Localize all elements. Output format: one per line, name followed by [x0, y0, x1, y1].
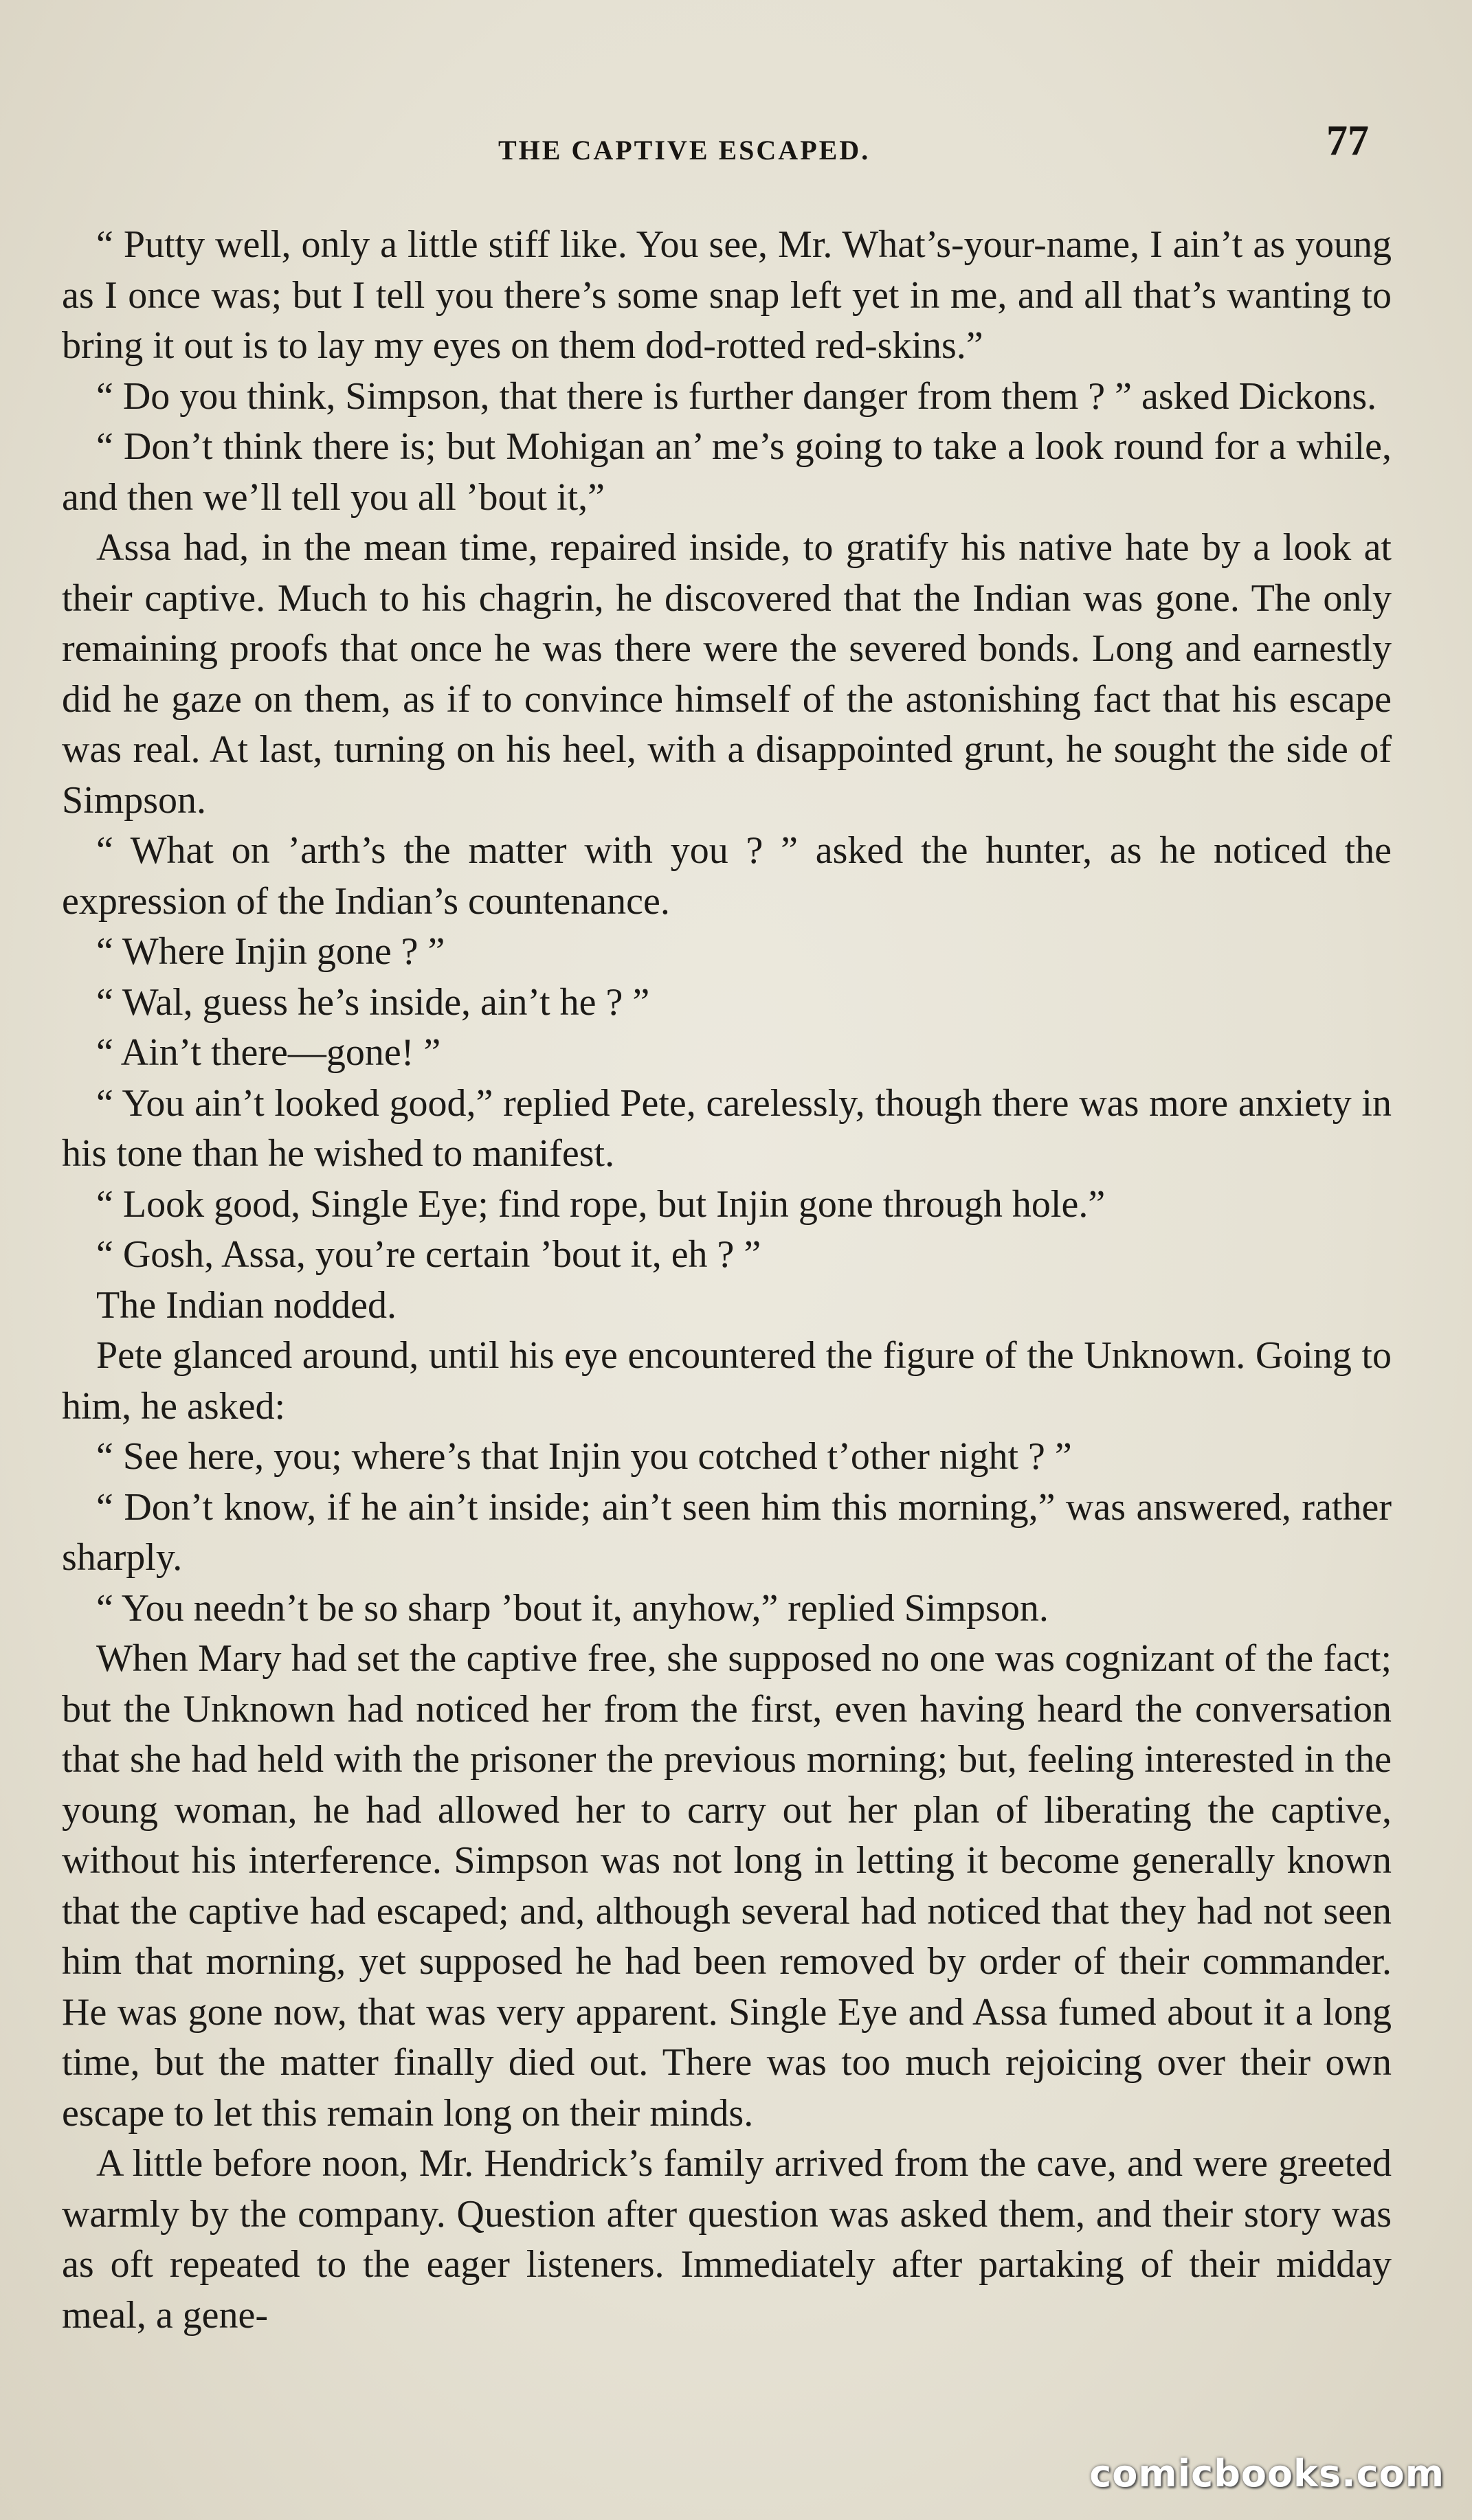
- paragraph: When Mary had set the captive free, she supposed no one was cognizant of the fact; but the Unknown had noticed her from the first, even having heard the conversation that she had held with the prisoner the previous morning; but, feeling interested in the young woman, he had allowed her to carry out her plan of liberating the captive, without his interference. Simpson was not long in letting it become generally known that the captive had escaped; and, although several had noticed that they had not seen him that morning, yet supposed he had been removed by order of their commander. He was gone now, that was very apparent. Single Eye and Assa fumed about it a long time, but the matter finally died out. There was too much rejoicing over their own escape to let this remain long on their minds.: [62, 1637, 1392, 2135]
- paragraph: “ Look good, Single Eye; find rope, but Injin gone through hole.”: [96, 1182, 1106, 1226]
- paragraph: A little before noon, Mr. Hendrick’s family arrived from the cave, and were greeted warmly by the company. Question after question was asked them, and their story was as oft repeated to the eager listeners. Immediately after partaking of their midday meal, a gene-: [62, 2142, 1392, 2337]
- paragraph: “ Putty well, only a little stiff like. You see, Mr. What’s-your-name, I ain’t as young as I once was; but I tell you there’s some snap left yet in me, and all that’s wanting to bring it out is to lay my eyes on them dod-rotted red-skins.”: [62, 223, 1392, 367]
- paragraph: “ Wal, guess he’s inside, ain’t he ? ”: [96, 980, 650, 1024]
- paragraph: “ You needn’t be so sharp ’bout it, anyhow,” replied Simpson.: [96, 1586, 1049, 1630]
- paragraph: “ What on ’arth’s the matter with you ? ” asked the hunter, as he noticed the expression of the Indian’s countenance.: [62, 829, 1392, 923]
- paragraph: “ You ain’t looked good,” replied Pete, carelessly, though there was more anxiety in his tone than he wished to manifest.: [62, 1081, 1392, 1175]
- paragraph: Assa had, in the mean time, repaired inside, to gratify his native hate by a look at their captive. Much to his chagrin, he discovered that the Indian was gone. The only remaining proofs that once he was there were the severed bonds. Long and earnestly did he gaze on them, as if to convince himself of the astonishing fact that his escape was real. At last, turning on his heel, with a disappointed grunt, he sought the side of Simpson.: [62, 526, 1392, 822]
- running-head: THE CAPTIVE ESCAPED.: [498, 135, 871, 166]
- paragraph: Pete glanced around, until his eye encountered the figure of the Unknown. Going to him, he asked:: [62, 1334, 1392, 1428]
- paragraph: “ Where Injin gone ? ”: [96, 930, 445, 973]
- paragraph: “ Ain’t there—gone! ”: [96, 1031, 441, 1074]
- paragraph: “ Gosh, Assa, you’re certain ’bout it, eh ? ”: [96, 1233, 761, 1276]
- page-number: 77: [1326, 117, 1369, 164]
- body-text: [62, 220, 1392, 2341]
- paragraph: “ Don’t think there is; but Mohigan an’ me’s going to take a look round for a while, and then we’ll tell you all ’bout it,”: [62, 425, 1392, 519]
- watermark: comicbooks.com: [1089, 2452, 1445, 2495]
- paragraph: The Indian nodded.: [96, 1283, 397, 1327]
- paragraph: “ Don’t know, if he ain’t inside; ain’t seen him this morning,” was answered, rather sharply.: [62, 1485, 1392, 1579]
- paragraph: “ See here, you; where’s that Injin you cotched t’other night ? ”: [96, 1435, 1072, 1478]
- paragraph: “ Do you think, Simpson, that there is further danger from them ? ” asked Dickons.: [96, 374, 1377, 418]
